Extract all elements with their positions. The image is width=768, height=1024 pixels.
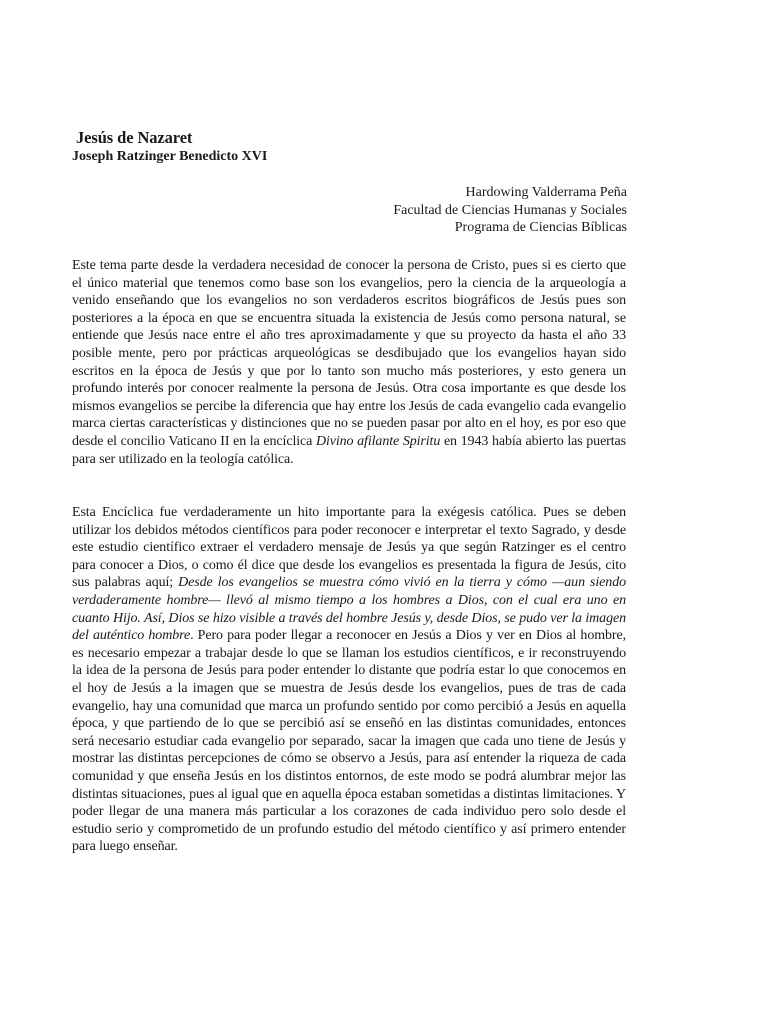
author-affiliation xyxy=(393,184,627,237)
paragraph-1-text-b: en 1943 había abierto las puertas para ser utilizado en la teología católica. xyxy=(72,433,626,467)
paragraph-1-text-a: Este tema parte desde la verdadera necesidad de conocer la persona de Cristo, pues si es cierto que el único material que tenemos como base son los evangelios, pero la ciencia de la arqueología a venido enseñando que los evangelios no son verdaderos escritos biográficos de Jesús pues son posteriores a la época en que se encuentra situada la existencia de Jesús como persona natural, se entiende que Jesús nace entre el año tres aproximadamente y que su proyecto da hasta el año 33 posible mente, pero por prácticas arqueológicas se desdibujado que los evangelios hayan sido escritos en la época de Jesús y que por lo tanto son mucho más posteriores, y esto genera un profundo interés por conocer realmente la persona de Jesús. Otra cosa importante es que desde los mismos evangelios se percibe la diferencia que hay entre los Jesús de cada evangelio cada evangelio marca ciertas características y distinciones que no se pueden pasar por alto en el hoy, es por eso que desde el concilio Vaticano II en la encíclica xyxy=(72,258,626,449)
paragraph-2-quote: Desde los evangelios se muestra cómo vivió en la tierra y cómo —aun siendo verdaderamente hombre— llevó al mismo tiempo a los hombres a Dios, con el cual era uno en cuanto Hijo. Así, Dios se hizo visible a través del hombre Jesús y, desde Dios, se pudo ver la imagen del auténtico hombre xyxy=(72,575,626,644)
body-paragraph-2 xyxy=(72,504,626,856)
paragraph-2-text-a: Esta Encíclica fue verdaderamente un hito importante para la exégesis católica. Pues se deben utilizar los debidos métodos científicos para poder reconocer e interpretar el texto Sagrado, y desde este estudio científico extraer el verdadero mensaje de Jesús ya que según Ratzinger es el centro para conocer a Dios, o como él dice que desde los evangelios es presentada la figura de Jesús, cito sus palabras aquí; xyxy=(72,505,626,591)
body-paragraph-1 xyxy=(72,257,626,468)
author-name: Hardowing Valderrama Peña xyxy=(465,185,627,200)
faculty-name: Facultad de Ciencias Humanas y Sociales xyxy=(393,202,627,218)
paragraph-1-italic: Divino afilante Spiritu xyxy=(315,433,441,449)
document-subtitle: Joseph Ratzinger Benedicto XVI xyxy=(72,149,268,164)
document-title: Jesús de Nazaret xyxy=(76,128,193,147)
paragraph-2-text-b: . Pero para poder llegar a reconocer en Jesús a Dios y ver en Dios al hombre, es necesario empezar a trabajar desde lo que se llaman los estudios científicos, e ir reconstruyendo la idea de la persona de Jesús para poder entender lo distante que podría estar lo que conocemos en el hoy de Jesús a la imagen que se muestra de Jesús desde los evangelios, pues de tras de cada evangelio, hay una comunidad que marca un profundo sentido por como percibió a Jesús en aquella época, y que partiendo de lo que se percibió así se enseñó en las distintas comunidades, entonces será necesario estudiar cada evangelio por separado, sacar la imagen que cada uno tiene de Jesús y mostrar las distintas percepciones de cómo se observo a Jesús, para así entender la riqueza de cada comunidad y que enseña Jesús en los distintos entornos, de este modo se podrá alumbrar mejor las distintas situaciones, pues al igual que en aquella época estaban sometidas a distintas limitaciones. Y poder llegar de una manera más particular a los corazones de cada individuo pero solo desde el estudio serio y comprometido de un profundo estudio del método científico y así primero entender para luego enseñar. xyxy=(72,628,626,855)
program-name: Programa de Ciencias Bíblicas xyxy=(454,220,627,235)
